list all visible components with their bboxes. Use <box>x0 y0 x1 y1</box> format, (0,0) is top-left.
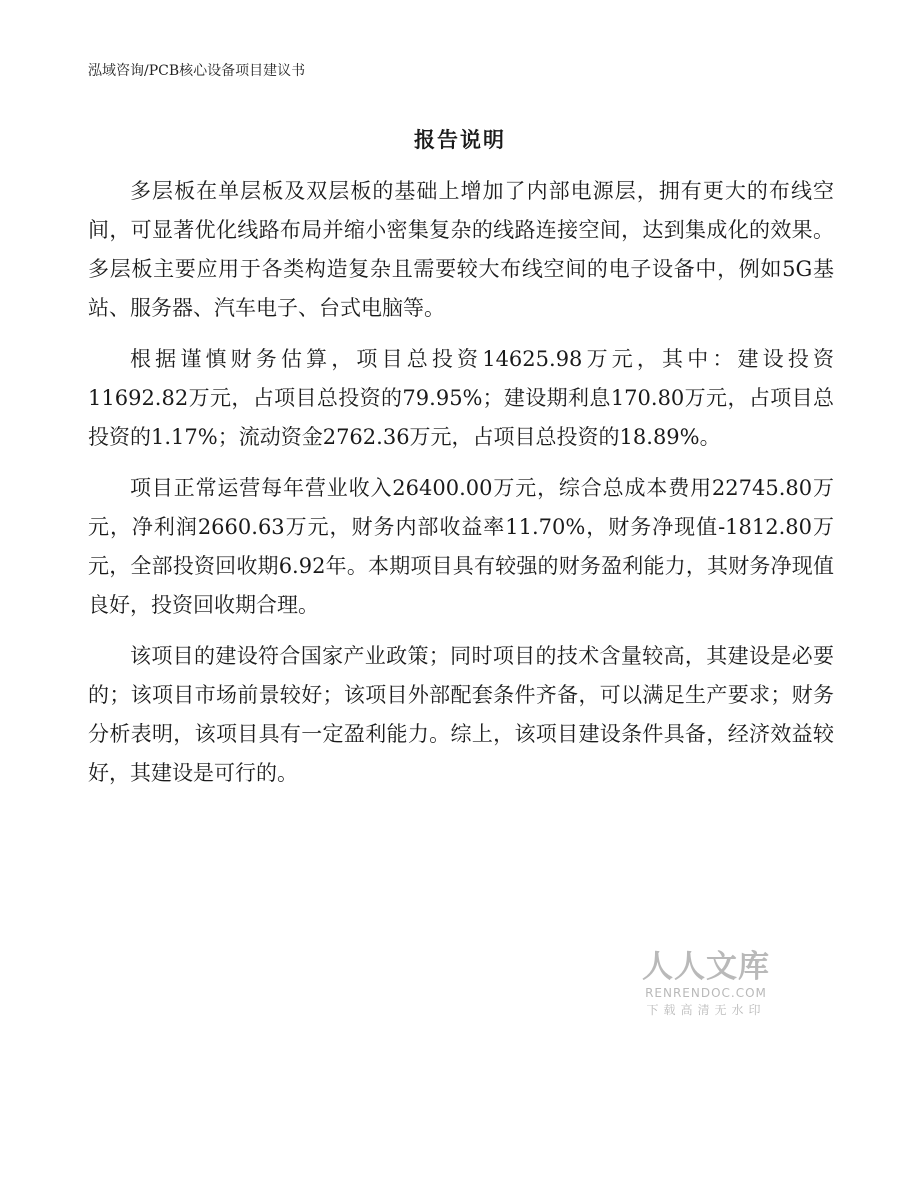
page-title: 报告说明 <box>414 127 506 152</box>
header-breadcrumb: 泓域咨询/PCB核心设备项目建议书 <box>88 63 306 79</box>
page-header <box>88 60 305 80</box>
paragraph-conclusion: 该项目的建设符合国家产业政策；同时项目的技术含量较高，其建设是必要的；该项目市场前景较好；该项目外部配套条件齐备，可以满足生产要求；财务分析表明，该项目具有一定盈利能力。综上，该项目建设条件具备，经济效益较好，其建设是可行的。 <box>88 644 834 785</box>
document-body <box>88 172 834 793</box>
watermark-logo: 人人文库 <box>642 949 770 985</box>
paragraph-investment: 根据谨慎财务估算，项目总投资14625.98万元，其中：建设投资11692.82万元，占项目总投资的79.95%；建设期利息170.80万元，占项目总投资的1.17%；流动资金2762.36万元，占项目总投资的18.89%。 <box>88 347 834 449</box>
paragraph-intro: 多层板在单层板及双层板的基础上增加了内部电源层，拥有更大的布线空间，可显著优化线路布局并缩小密集复杂的线路连接空间，达到集成化的效果。多层板主要应用于各类构造复杂且需要较大布线空间的电子设备中，例如5G基站、服务器、汽车电子、台式电脑等。 <box>88 179 834 320</box>
watermark-url: RENRENDOC.COM <box>645 986 767 1000</box>
paragraph-revenue: 项目正常运营每年营业收入26400.00万元，综合总成本费用22745.80万元，净利润2660.63万元，财务内部收益率11.70%，财务净现值-1812.80万元，全部投资回收期6.92年。本期项目具有较强的财务盈利能力，其财务净现值良好，投资回收期合理。 <box>88 476 834 617</box>
watermark-tagline: 下载高清无水印 <box>646 1003 766 1017</box>
watermark <box>636 948 776 1020</box>
